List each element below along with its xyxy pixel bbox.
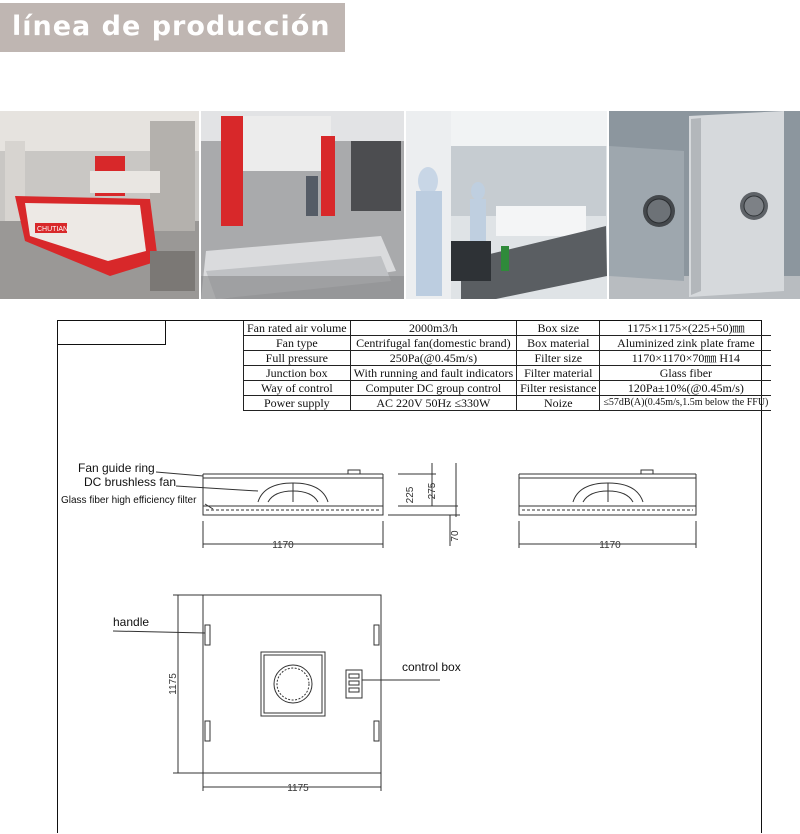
spec-value: With running and fault indicators xyxy=(350,366,516,381)
spec-label: Way of control xyxy=(244,381,351,396)
technical-sheet xyxy=(57,320,769,833)
photo-strip xyxy=(0,111,800,299)
spec-value: Centrifugal fan(domestic brand) xyxy=(350,336,516,351)
front-width-dim: 1170 xyxy=(599,540,621,551)
side-box-height-dim: 225 xyxy=(405,486,416,504)
label-control-box: control box xyxy=(402,660,461,674)
ffu-drawings xyxy=(58,321,763,834)
spec-label: Box material xyxy=(517,336,600,351)
label-dc-brushless-fan: DC brushless fan xyxy=(84,475,177,489)
section-title: línea de producción xyxy=(12,11,331,42)
side-width-dim: 1170 xyxy=(272,540,294,551)
spec-value: 1170×1170×70㎜ H14 xyxy=(600,351,771,366)
photo-cleanroom-assembly xyxy=(406,111,607,299)
label-fan-guide-ring: Fan guide ring xyxy=(78,461,155,475)
spec-value: AC 220V 50Hz ≤330W xyxy=(350,396,516,411)
label-glass-fiber-filter: Glass fiber high efficiency filter xyxy=(61,495,197,506)
section-banner xyxy=(0,3,345,52)
side-total-height-dim: 275 xyxy=(427,482,438,500)
spec-value: 250Pa(@0.45m/s) xyxy=(350,351,516,366)
spec-label: Box size xyxy=(517,321,600,336)
photo-press-brake-workshop xyxy=(201,111,404,299)
side-view-drawing xyxy=(156,463,460,548)
label-handle: handle xyxy=(113,615,150,629)
spec-label: Junction box xyxy=(244,366,351,381)
side-filter-height-dim: 70 xyxy=(450,530,461,542)
machine-brand-text: CHUTIAN xyxy=(37,226,69,233)
spec-label: Noize xyxy=(517,396,600,411)
photo-ffu-product xyxy=(609,111,800,299)
spec-label: Filter material xyxy=(517,366,600,381)
spec-value: Computer DC group control xyxy=(350,381,516,396)
photo-laser-cutting-machine xyxy=(0,111,199,299)
spec-label: Fan rated air volume xyxy=(244,321,351,336)
spec-value: 2000m3/h xyxy=(350,321,516,336)
front-view-drawing xyxy=(519,470,696,548)
spec-label: Power supply xyxy=(244,396,351,411)
spec-label: Full pressure xyxy=(244,351,351,366)
spec-value: Aluminized zink plate frame xyxy=(600,336,771,351)
spec-value: ≤57dB(A)(0.45m/s,1.5m below the FFU) xyxy=(600,396,771,411)
top-view-drawing xyxy=(113,595,440,791)
spec-label: Filter resistance xyxy=(517,381,600,396)
spec-value: Glass fiber xyxy=(600,366,771,381)
spec-value: 1175×1175×(225+50)㎜ xyxy=(600,321,771,336)
spec-value: 120Pa±10%(@0.45m/s) xyxy=(600,381,771,396)
spec-label: Filter size xyxy=(517,351,600,366)
top-width-dim: 1175 xyxy=(287,783,309,794)
top-height-dim: 1175 xyxy=(168,673,179,695)
spec-label: Fan type xyxy=(244,336,351,351)
